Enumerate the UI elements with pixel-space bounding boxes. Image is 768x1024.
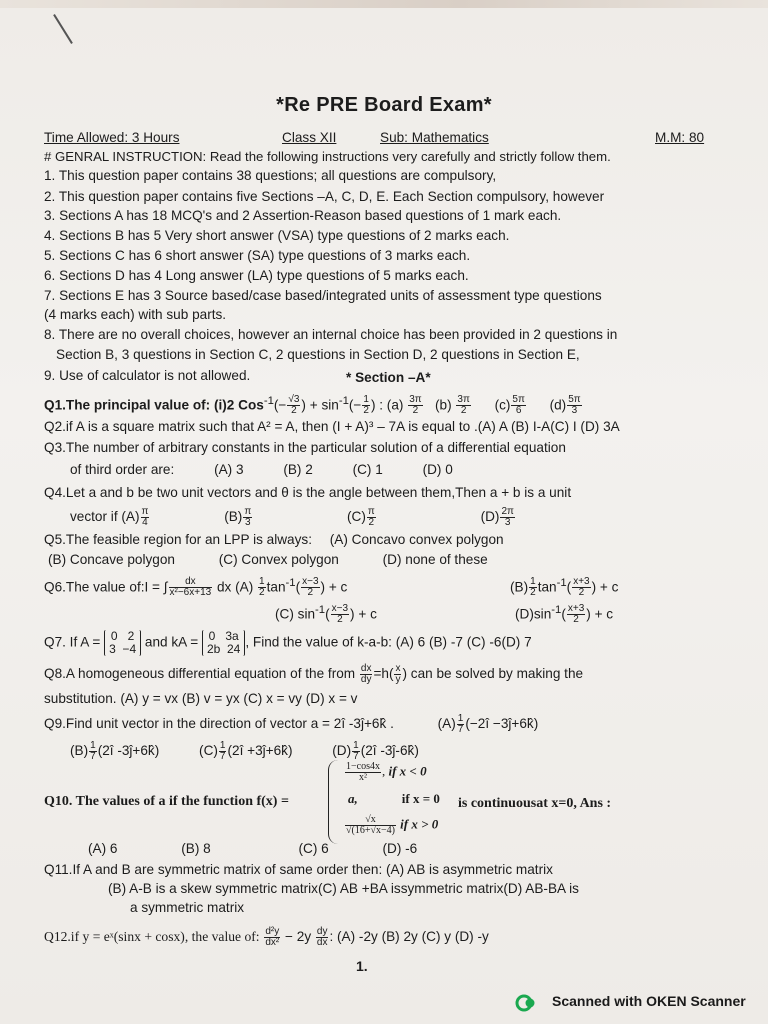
question-10-tail: is continuousat x=0, Ans : (458, 796, 612, 811)
question-4-options: vector if (A) $\frac{\pi}{4}$ (B) $\frac{\pi}{3}$ (C) $\frac{\pi}{2}$ (D) $\frac{2\pi}{3}$ (70, 506, 514, 528)
time-allowed: Time Allowed: 3 Hours (44, 130, 180, 145)
max-marks: M.M: 80 (655, 130, 705, 145)
instruction-item: 2. This question paper contains five Sections –A, C, D, E. Each Section compulsory, however (44, 189, 605, 204)
question-5: Q5.The feasible region for an LPP is always: (A) Concavo convex polygon (44, 532, 504, 547)
question-11-line-2: (B) A-B is a skew symmetric matrix(C) AB +BA issymmetric matrix(D) AB-BA is (108, 881, 579, 896)
question-6-option-d: $(D)\sin^{-1}$( $\frac{x+3}{2}$ ) + c (515, 603, 614, 626)
question-11: Q11.If A and B are symmetric matrix of same order then: (A) AB is asymmetric matrix (44, 862, 553, 877)
page-top-edge (0, 0, 768, 8)
scanner-watermark: Scanned with OKEN Scanner (552, 993, 746, 1009)
piecewise-case-1: $\frac{1-\cos 4x}{\text{x²}}$ , if x < 0 (346, 761, 427, 783)
question-6: Q6.The value of:I = ∫ $\frac{dx}{\text{x²−6x+13}}$ dx (A) $\frac{1}{2}$ $\tan^{-1}$( $\frac{x-3}{2}$ ) + c (44, 576, 348, 599)
question-6-option-b: (B) $\frac{1}{2}$ $\tan^{-1}$( $\frac{x+3}{2}$ ) + c (510, 576, 619, 599)
instruction-item: 5. Sections C has 6 short answer (SA) type questions of 3 marks each. (44, 248, 471, 263)
question-2: Q2.if A is a square matrix such that A² = A, then (I + A)³ – 7A is equal to .(A) A (B) I-A(C) I (D) 3A (44, 419, 620, 434)
question-12: Q12.if y = eˣ(sinx + cosx), the value of: $\frac{\text{d²y}}{\text{dx²}}$ − 2y $\frac{dy}{dx}$ : (A) -2y (B) 2y (C) y (D) -y (44, 926, 489, 948)
question-11-line-3: a symmetric matrix (130, 900, 245, 915)
subject-label: Sub: Mathematics (380, 130, 489, 145)
instruction-item: (4 marks each) with sub parts. (44, 307, 227, 322)
oken-scanner-logo-icon (515, 992, 537, 1014)
section-a-label: * Section –A* (346, 370, 431, 385)
page-number: 1. (356, 958, 368, 974)
class-label: Class XII (282, 130, 337, 145)
question-6-option-c: (C) $\sin^{-1}$( $\frac{x-3}{2}$ ) + c (275, 603, 377, 626)
question-9-options: (B) $\frac{1}{7}$ (2î -3ĵ+6k̂) (C) $\frac{1}{7}$ (2î +3ĵ+6k̂) (D) $\frac{1}{7}$ (2î -3ĵ-6k̂) (70, 740, 419, 762)
instruction-item: 3. Sections A has 18 MCQ's and 2 Assertion-Reason based questions of 1 mark each. (44, 208, 562, 223)
question-10: Q10. The values of a if the function f(x) = (44, 794, 289, 809)
question-8-options: substitution. (A) y = vx (B) v = yx (C) x = vy (D) x = v (44, 691, 358, 706)
question-7: Q7. If A = 0 2 3 −4 and kA = 0 3a 2b 24 , Find the value of k-a-b: (A) 6 (B) -7 (C) -6(D) 7 (44, 629, 532, 656)
question-1: Q1.The principal value of: (i)2 Cos$^{-1}$(− $\frac{√3}{2}$ ) + $\sin^{-1}(-$ $\frac{1}{2}$ ) : (a) $\frac{3\pi}{2}$ (b) $\frac{3\pi}{2}$ (c) $\frac{5\pi}{6}$ (d) $\frac{5\pi}{3}$ (44, 394, 581, 417)
piecewise-case-3: $\frac{√x}{√(16+√x-4)}$ if x > 0 (346, 814, 439, 836)
piecewise-brace (328, 760, 341, 844)
pen-mark (53, 14, 73, 44)
piecewise-case-2: a, if x = 0 (348, 791, 440, 806)
instruction-item: Section B, 3 questions in Section C, 2 questions in Section D, 2 questions in Section E, (56, 347, 580, 362)
question-4: Q4.Let a and b be two unit vectors and θ is the angle between them,Then a + b is a unit (44, 485, 572, 500)
instruction-item: 4. Sections B has 5 Very short answer (VSA) type questions of 2 marks each. (44, 228, 510, 243)
instruction-item: 8. There are no overall choices, however an internal choice has been provided in 2 questions in (44, 327, 618, 342)
exam-title: *Re PRE Board Exam* (276, 94, 492, 116)
instruction-item: 6. Sections D has 4 Long answer (LA) type questions of 5 marks each. (44, 268, 469, 283)
instruction-item: 9. Use of calculator is not allowed. (44, 368, 251, 383)
question-10-options: (A) 6 (B) 8 (C) 6 (D) -6 (88, 841, 418, 856)
question-3-options: of third order are: (A) 3 (B) 2 (C) 1 (D) 0 (70, 462, 453, 477)
instruction-item: 1. This question paper contains 38 questions; all questions are compulsory, (44, 168, 497, 183)
instruction-heading: # GENRAL INSTRUCTION: Read the following instructions very carefully and strictly follow them. (44, 149, 611, 164)
question-9: Q9.Find unit vector in the direction of vector a = 2î -3ĵ+6k̂ . (A) $\frac{1}{7}$ (−2î −3ĵ+6k̂) (44, 713, 539, 735)
question-8: Q8.A homogeneous differential equation of the from $\frac{dx}{dy}$ =h( $\frac{x}{y}$ ) can be solved by making the (44, 663, 584, 685)
question-5-options: (B) Concave polygon (C) Convex polygon (D) none of these (48, 552, 488, 567)
instruction-item: 7. Sections E has 3 Source based/case based/integrated units of assessment type questions (44, 288, 602, 303)
question-3: Q3.The number of arbitrary constants in the particular solution of a differential equation (44, 440, 566, 455)
